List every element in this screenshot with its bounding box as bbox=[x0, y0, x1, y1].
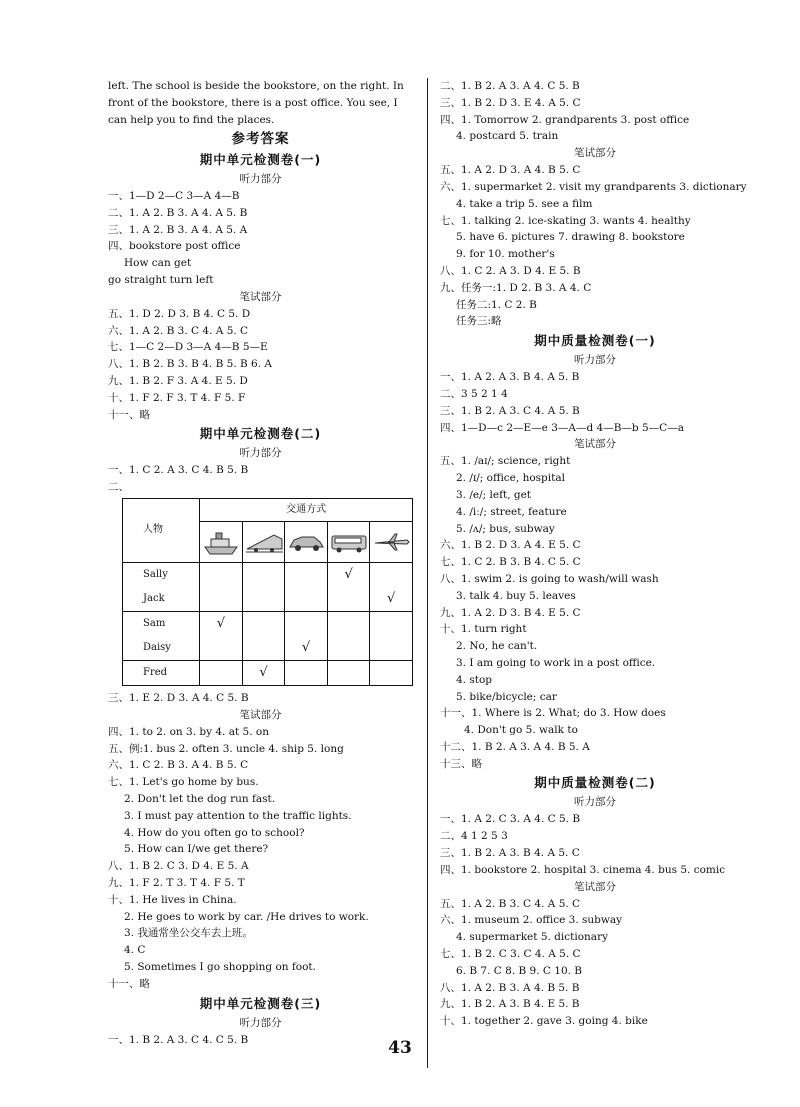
answer-line: 四、1. to 2. on 3. by 4. at 5. on bbox=[108, 725, 269, 738]
check-mark bbox=[285, 562, 328, 587]
check-mark bbox=[200, 636, 243, 661]
answer-line: 三、1. B 2. A 3. B 4. A 5. C bbox=[440, 847, 580, 860]
check-mark bbox=[327, 660, 370, 685]
answer-line: 六、1. A 2. B 3. C 4. A 5. C bbox=[108, 324, 249, 337]
check-mark bbox=[285, 611, 328, 636]
answer-line: 2. He goes to work by car. /He drives to work. bbox=[124, 910, 369, 923]
person-name: Sally bbox=[123, 562, 200, 587]
answer-line: 三、1. E 2. D 3. A 4. C 5. B bbox=[108, 691, 249, 704]
answer-line: 二、1. B 2. A 3. A 4. C 5. B bbox=[440, 80, 580, 92]
check-mark: √ bbox=[242, 660, 285, 685]
section-title-quality-2: 期中质量检测卷(二) bbox=[534, 775, 656, 791]
answer-line: 二、3 5 2 1 4 bbox=[440, 387, 508, 400]
answer-line: 2. Don't let the dog run fast. bbox=[124, 792, 276, 805]
answer-line: 任务三:略 bbox=[456, 315, 502, 328]
answer-line: 三、1. A 2. B 3. A 4. A 5. A bbox=[108, 223, 248, 236]
answer-line: 五、1. D 2. D 3. B 4. C 5. D bbox=[108, 307, 251, 320]
answer-line: 七、1. talking 2. ice-skating 3. wants 4. healthy bbox=[440, 214, 691, 227]
answer-line: 3. talk 4. buy 5. leaves bbox=[456, 589, 576, 602]
answer-line: 4. C bbox=[124, 944, 146, 957]
answer-line: 一、1—D 2—C 3—A 4—B bbox=[108, 190, 240, 202]
answer-line: 七、1—C 2—D 3—A 4—B 5—E bbox=[108, 341, 268, 354]
table-row bbox=[123, 562, 413, 587]
check-mark bbox=[285, 587, 328, 612]
answer-line: 五、1. A 2. D 3. A 4. B 5. C bbox=[440, 164, 581, 177]
check-mark bbox=[242, 636, 285, 661]
section-title-quality-1: 期中质量检测卷(一) bbox=[534, 333, 656, 349]
listening-script-intro: left. The school is beside the bookstore, on the right. In front of the bookstore, there is a post office. You see, I can help you to find the places. bbox=[108, 80, 404, 126]
answer-line: 五、1. /aɪ/; science, right bbox=[440, 455, 571, 468]
left-column bbox=[108, 78, 413, 1048]
check-mark bbox=[285, 660, 328, 685]
table-row bbox=[123, 587, 413, 612]
check-mark bbox=[242, 562, 285, 587]
answer-line: 十三、略 bbox=[440, 757, 482, 770]
answer-line: 九、任务一:1. D 2. B 3. A 4. C bbox=[440, 281, 592, 294]
listening-heading: 听力部分 bbox=[239, 173, 282, 185]
answer-line: 二、 bbox=[108, 481, 129, 494]
answer-line: How can get bbox=[124, 257, 192, 270]
answer-line: 二、4 1 2 5 3 bbox=[440, 830, 508, 843]
check-mark: √ bbox=[285, 636, 328, 661]
answer-line: 3. /e/; left, get bbox=[456, 488, 532, 501]
right-column bbox=[440, 78, 750, 1030]
answer-line: 十、1. turn right bbox=[440, 623, 527, 636]
person-name: Fred bbox=[123, 660, 200, 685]
answer-line: 5. /ʌ/; bus, subway bbox=[456, 522, 555, 535]
answer-line: 9. for 10. mother's bbox=[456, 248, 555, 261]
answer-line: 一、1. A 2. C 3. A 4. C 5. B bbox=[440, 813, 581, 826]
answer-line: 4. postcard 5. train bbox=[456, 130, 559, 143]
check-mark bbox=[370, 636, 413, 661]
answer-line: 3. I am going to work in a post office. bbox=[456, 656, 656, 669]
writing-heading: 笔试部分 bbox=[574, 438, 616, 451]
answer-line: 五、例:1. bus 2. often 3. uncle 4. ship 5. long bbox=[108, 742, 344, 755]
answer-line: 十、1. F 2. F 3. T 4. F 5. F bbox=[108, 391, 246, 404]
answer-line: 九、1. F 2. T 3. T 4. F 5. T bbox=[108, 876, 245, 889]
answer-line: 三、1. B 2. A 3. C 4. A 5. B bbox=[440, 404, 580, 417]
check-mark: √ bbox=[200, 611, 243, 636]
check-mark bbox=[242, 587, 285, 612]
page-number: 43 bbox=[388, 1038, 412, 1058]
table-row bbox=[123, 636, 413, 661]
answer-line: 2. No, he can't. bbox=[456, 640, 538, 653]
answer-line: 5. bike/bicycle; car bbox=[456, 690, 557, 703]
answer-line: 5. have 6. pictures 7. drawing 8. bookstore bbox=[456, 231, 685, 244]
answer-line: 八、1. A 2. B 3. A 4. B 5. B bbox=[440, 981, 580, 994]
listening-heading: 听力部分 bbox=[239, 1016, 282, 1029]
person-name: Daisy bbox=[123, 636, 200, 661]
writing-heading: 笔试部分 bbox=[574, 147, 616, 160]
check-mark bbox=[327, 587, 370, 612]
section-title-unit-2: 期中单元检测卷(二) bbox=[199, 426, 322, 442]
answer-line: 七、1. B 2. C 3. C 4. A 5. C bbox=[440, 948, 581, 961]
writing-heading: 笔试部分 bbox=[574, 880, 616, 893]
answer-line: 二、1. A 2. B 3. A 4. A 5. B bbox=[108, 206, 248, 219]
person-name: Sam bbox=[123, 611, 200, 636]
answer-line: 任务二:1. C 2. B bbox=[456, 298, 537, 311]
answer-line: 六、1. supermarket 2. visit my grandparents 3. dictionary bbox=[440, 180, 747, 193]
table-row bbox=[123, 611, 413, 636]
section-title-unit-3: 期中单元检测卷(三) bbox=[199, 995, 322, 1011]
writing-heading: 笔试部分 bbox=[239, 290, 282, 303]
check-mark bbox=[327, 611, 370, 636]
check-mark bbox=[370, 562, 413, 587]
answer-line: 九、1. B 2. F 3. A 4. E 5. D bbox=[108, 374, 248, 387]
answer-line: 2. /ɪ/; office, hospital bbox=[456, 472, 565, 485]
answer-line: 4. Don't go 5. walk to bbox=[464, 724, 578, 737]
writing-heading: 笔试部分 bbox=[239, 708, 282, 721]
check-mark bbox=[200, 660, 243, 685]
car-icon bbox=[285, 521, 328, 562]
check-mark bbox=[242, 611, 285, 636]
answer-line: 七、1. C 2. B 3. B 4. C 5. C bbox=[440, 556, 581, 569]
answer-line: 5. How can I/we get there? bbox=[124, 843, 269, 856]
people-header bbox=[123, 498, 200, 562]
answer-line: go straight turn left bbox=[108, 273, 214, 286]
answer-line: 六、1. C 2. B 3. A 4. B 5. C bbox=[108, 759, 249, 772]
check-mark bbox=[370, 660, 413, 685]
listening-heading: 听力部分 bbox=[574, 796, 616, 809]
train-icon bbox=[242, 521, 285, 562]
answer-line: 八、1. B 2. C 3. D 4. E 5. A bbox=[108, 860, 249, 873]
transport-header: 交通方式 bbox=[200, 498, 413, 521]
plane-icon bbox=[370, 521, 413, 562]
answer-line: 4. supermarket 5. dictionary bbox=[456, 931, 609, 944]
answer-line: 六、1. museum 2. office 3. subway bbox=[440, 914, 623, 927]
answer-line: 一、1. C 2. A 3. C 4. B 5. B bbox=[108, 464, 249, 477]
check-mark bbox=[200, 587, 243, 612]
answer-line: 一、1. B 2. A 3. C 4. C 5. B bbox=[108, 1033, 249, 1046]
check-mark bbox=[370, 611, 413, 636]
answer-line: 5. Sometimes I go shopping on foot. bbox=[124, 960, 316, 973]
answer-line: 四、1. bookstore 2. hospital 3. cinema 4. bus 5. comic bbox=[440, 863, 726, 876]
check-mark bbox=[200, 562, 243, 587]
answer-line: 七、1. Let's go home by bus. bbox=[108, 776, 259, 789]
people-label: 人物 bbox=[143, 524, 163, 536]
answer-line: 6. B 7. C 8. B 9. C 10. B bbox=[456, 964, 583, 977]
answer-line: 八、1. C 2. A 3. D 4. E 5. B bbox=[440, 264, 581, 277]
listening-heading: 听力部分 bbox=[239, 447, 282, 460]
answer-line: 六、1. B 2. D 3. A 4. E 5. C bbox=[440, 539, 581, 552]
column-divider bbox=[427, 78, 428, 1068]
table-row bbox=[123, 660, 413, 685]
ship-icon bbox=[200, 521, 243, 562]
main-title: 参考答案 bbox=[231, 131, 290, 147]
answer-line: 五、1. A 2. B 3. C 4. A 5. C bbox=[440, 897, 581, 910]
section-title-unit-1: 期中单元检测卷(一) bbox=[199, 152, 322, 167]
answer-line: 四、bookstore post office bbox=[108, 240, 241, 253]
answer-line: 九、1. A 2. D 3. B 4. E 5. C bbox=[440, 606, 581, 619]
answer-line: 十、1. He lives in China. bbox=[108, 893, 237, 906]
answer-line: 三、1. B 2. D 3. E 4. A 5. C bbox=[440, 96, 581, 109]
answer-line: 十一、略 bbox=[108, 408, 150, 421]
check-mark bbox=[327, 636, 370, 661]
transport-table bbox=[122, 498, 413, 686]
listening-heading: 听力部分 bbox=[574, 354, 616, 367]
answer-line: 十一、略 bbox=[108, 977, 150, 990]
answer-line: 3. 我通常坐公交车去上班。 bbox=[124, 927, 253, 940]
check-mark: √ bbox=[327, 562, 370, 587]
answer-line: 四、1. Tomorrow 2. grandparents 3. post office bbox=[440, 113, 690, 126]
answer-line: 4. /iː/; street, feature bbox=[456, 505, 567, 518]
answer-line: 十一、1. Where is 2. What; do 3. How does bbox=[440, 707, 666, 720]
answer-line: 4. How do you often go to school? bbox=[124, 826, 305, 839]
answer-line: 四、1—D—c 2—E—e 3—A—d 4—B—b 5—C—a bbox=[440, 421, 684, 434]
answer-line: 十二、1. B 2. A 3. A 4. B 5. A bbox=[440, 740, 590, 753]
answer-line: 十、1. together 2. gave 3. going 4. bike bbox=[440, 1015, 648, 1028]
answer-line: 九、1. B 2. A 3. B 4. E 5. B bbox=[440, 998, 580, 1011]
check-mark: √ bbox=[370, 587, 413, 612]
answer-line: 4. take a trip 5. see a film bbox=[456, 197, 593, 210]
answer-line: 八、1. B 2. B 3. B 4. B 5. B 6. A bbox=[108, 358, 272, 371]
bus-icon bbox=[327, 521, 370, 562]
answer-line: 4. stop bbox=[456, 673, 493, 686]
answer-line: 3. I must pay attention to the traffic lights. bbox=[124, 809, 352, 822]
person-name: Jack bbox=[123, 587, 200, 612]
answer-line: 一、1. A 2. A 3. B 4. A 5. B bbox=[440, 371, 580, 384]
answer-line: 八、1. swim 2. is going to wash/will wash bbox=[440, 572, 659, 585]
